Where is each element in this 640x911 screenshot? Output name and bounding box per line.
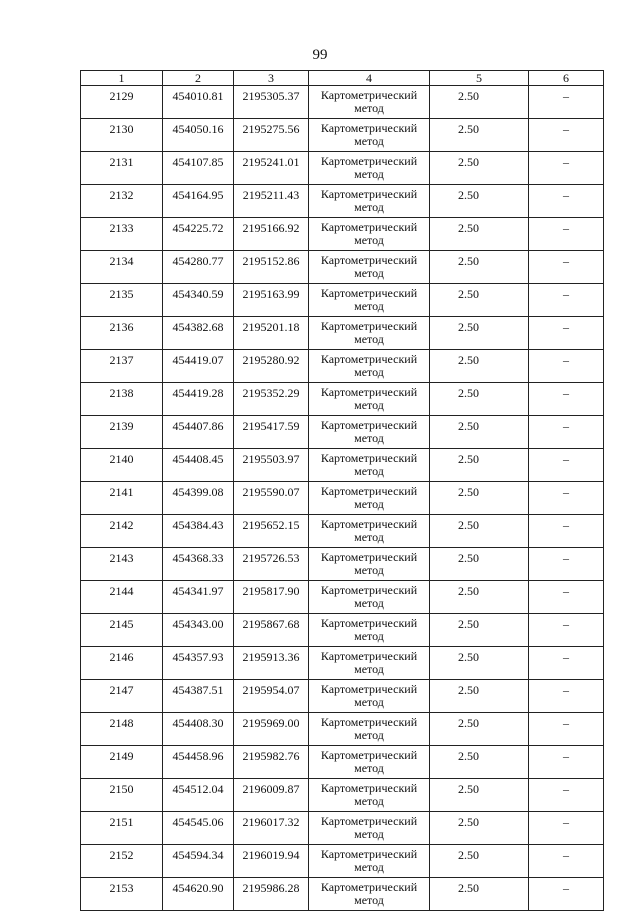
point-number-cell: 2135: [81, 284, 163, 317]
y-coordinate-cell: 2195201.18: [234, 317, 309, 350]
accuracy-cell: 2.50: [430, 647, 529, 680]
page-number: 99: [312, 47, 328, 63]
accuracy-cell: 2.50: [430, 152, 529, 185]
x-coordinate-cell: 454050.16: [163, 119, 234, 152]
table-row: [81, 449, 604, 482]
y-coordinate-cell: 2195867.68: [234, 614, 309, 647]
point-number-cell: 2140: [81, 449, 163, 482]
note-cell: –: [529, 284, 604, 317]
table-row: [81, 680, 604, 713]
column-header: 5: [430, 71, 529, 86]
method-cell: Картометрический метод: [309, 350, 430, 383]
accuracy-cell: 2.50: [430, 548, 529, 581]
method-cell: Картометрический метод: [309, 251, 430, 284]
x-coordinate-cell: 454368.33: [163, 548, 234, 581]
x-coordinate-cell: 454407.86: [163, 416, 234, 449]
y-coordinate-cell: 2195241.01: [234, 152, 309, 185]
method-cell: Картометрический метод: [309, 119, 430, 152]
point-number-cell: 2132: [81, 185, 163, 218]
accuracy-cell: 2.50: [430, 185, 529, 218]
y-coordinate-cell: 2195211.43: [234, 185, 309, 218]
accuracy-cell: 2.50: [430, 680, 529, 713]
y-coordinate-cell: 2195152.86: [234, 251, 309, 284]
table-body: [81, 86, 604, 911]
note-cell: –: [529, 449, 604, 482]
point-number-cell: 2134: [81, 251, 163, 284]
x-coordinate-cell: 454620.90: [163, 878, 234, 911]
column-header: 4: [309, 71, 430, 86]
x-coordinate-cell: 454280.77: [163, 251, 234, 284]
point-number-cell: 2136: [81, 317, 163, 350]
method-cell: Картометрический метод: [309, 317, 430, 350]
accuracy-cell: 2.50: [430, 284, 529, 317]
table-row: [81, 416, 604, 449]
method-cell: Картометрический метод: [309, 218, 430, 251]
method-cell: Картометрический метод: [309, 680, 430, 713]
y-coordinate-cell: 2195166.92: [234, 218, 309, 251]
table-row: [81, 284, 604, 317]
table-row: [81, 647, 604, 680]
note-cell: –: [529, 779, 604, 812]
point-number-cell: 2148: [81, 713, 163, 746]
point-number-cell: 2146: [81, 647, 163, 680]
method-cell: Картометрический метод: [309, 713, 430, 746]
point-number-cell: 2153: [81, 878, 163, 911]
note-cell: –: [529, 548, 604, 581]
x-coordinate-cell: 454594.34: [163, 845, 234, 878]
y-coordinate-cell: 2195305.37: [234, 86, 309, 119]
method-cell: Картометрический метод: [309, 746, 430, 779]
table-row: [81, 779, 604, 812]
x-coordinate-cell: 454387.51: [163, 680, 234, 713]
note-cell: –: [529, 746, 604, 779]
point-number-cell: 2145: [81, 614, 163, 647]
x-coordinate-cell: 454384.43: [163, 515, 234, 548]
y-coordinate-cell: 2195986.28: [234, 878, 309, 911]
method-cell: Картометрический метод: [309, 284, 430, 317]
accuracy-cell: 2.50: [430, 746, 529, 779]
method-cell: Картометрический метод: [309, 416, 430, 449]
point-number-cell: 2139: [81, 416, 163, 449]
note-cell: –: [529, 647, 604, 680]
table-row: [81, 350, 604, 383]
x-coordinate-cell: 454458.96: [163, 746, 234, 779]
table-row: [81, 812, 604, 845]
header-row: [81, 71, 604, 86]
table-row: [81, 185, 604, 218]
method-cell: Картометрический метод: [309, 779, 430, 812]
x-coordinate-cell: 454343.00: [163, 614, 234, 647]
table-row: [81, 317, 604, 350]
accuracy-cell: 2.50: [430, 383, 529, 416]
method-cell: Картометрический метод: [309, 185, 430, 218]
x-coordinate-cell: 454419.28: [163, 383, 234, 416]
point-number-cell: 2144: [81, 581, 163, 614]
point-number-cell: 2152: [81, 845, 163, 878]
y-coordinate-cell: 2195969.00: [234, 713, 309, 746]
y-coordinate-cell: 2195652.15: [234, 515, 309, 548]
y-coordinate-cell: 2195726.53: [234, 548, 309, 581]
y-coordinate-cell: 2196019.94: [234, 845, 309, 878]
y-coordinate-cell: 2195590.07: [234, 482, 309, 515]
method-cell: Картометрический метод: [309, 86, 430, 119]
y-coordinate-cell: 2195417.59: [234, 416, 309, 449]
point-number-cell: 2133: [81, 218, 163, 251]
column-header: 6: [529, 71, 604, 86]
y-coordinate-cell: 2195913.36: [234, 647, 309, 680]
point-number-cell: 2143: [81, 548, 163, 581]
method-cell: Картометрический метод: [309, 647, 430, 680]
table-row: [81, 251, 604, 284]
note-cell: –: [529, 317, 604, 350]
note-cell: –: [529, 581, 604, 614]
table-row: [81, 581, 604, 614]
y-coordinate-cell: 2195982.76: [234, 746, 309, 779]
accuracy-cell: 2.50: [430, 845, 529, 878]
y-coordinate-cell: 2195275.56: [234, 119, 309, 152]
x-coordinate-cell: 454408.30: [163, 713, 234, 746]
column-header: 1: [81, 71, 163, 86]
x-coordinate-cell: 454399.08: [163, 482, 234, 515]
x-coordinate-cell: 454010.81: [163, 86, 234, 119]
accuracy-cell: 2.50: [430, 218, 529, 251]
x-coordinate-cell: 454419.07: [163, 350, 234, 383]
note-cell: –: [529, 680, 604, 713]
table-row: [81, 713, 604, 746]
table-row: [81, 515, 604, 548]
accuracy-cell: 2.50: [430, 614, 529, 647]
table-row: [81, 119, 604, 152]
table-row: [81, 86, 604, 119]
table-row: [81, 218, 604, 251]
note-cell: –: [529, 383, 604, 416]
accuracy-cell: 2.50: [430, 779, 529, 812]
accuracy-cell: 2.50: [430, 317, 529, 350]
y-coordinate-cell: 2196009.87: [234, 779, 309, 812]
note-cell: –: [529, 482, 604, 515]
method-cell: Картометрический метод: [309, 515, 430, 548]
note-cell: –: [529, 350, 604, 383]
y-coordinate-cell: 2195163.99: [234, 284, 309, 317]
method-cell: Картометрический метод: [309, 581, 430, 614]
x-coordinate-cell: 454341.97: [163, 581, 234, 614]
accuracy-cell: 2.50: [430, 251, 529, 284]
accuracy-cell: 2.50: [430, 86, 529, 119]
method-cell: Картометрический метод: [309, 152, 430, 185]
method-cell: Картометрический метод: [309, 383, 430, 416]
accuracy-cell: 2.50: [430, 812, 529, 845]
x-coordinate-cell: 454357.93: [163, 647, 234, 680]
point-number-cell: 2130: [81, 119, 163, 152]
accuracy-cell: 2.50: [430, 713, 529, 746]
note-cell: –: [529, 251, 604, 284]
y-coordinate-cell: 2195280.92: [234, 350, 309, 383]
note-cell: –: [529, 845, 604, 878]
point-number-cell: 2129: [81, 86, 163, 119]
point-number-cell: 2149: [81, 746, 163, 779]
point-number-cell: 2151: [81, 812, 163, 845]
method-cell: Картометрический метод: [309, 482, 430, 515]
point-number-cell: 2150: [81, 779, 163, 812]
accuracy-cell: 2.50: [430, 581, 529, 614]
x-coordinate-cell: 454340.59: [163, 284, 234, 317]
y-coordinate-cell: 2195352.29: [234, 383, 309, 416]
accuracy-cell: 2.50: [430, 449, 529, 482]
accuracy-cell: 2.50: [430, 119, 529, 152]
method-cell: Картометрический метод: [309, 812, 430, 845]
note-cell: –: [529, 812, 604, 845]
column-header: 2: [163, 71, 234, 86]
point-number-cell: 2142: [81, 515, 163, 548]
table-row: [81, 614, 604, 647]
y-coordinate-cell: 2195503.97: [234, 449, 309, 482]
note-cell: –: [529, 878, 604, 911]
x-coordinate-cell: 454225.72: [163, 218, 234, 251]
y-coordinate-cell: 2195954.07: [234, 680, 309, 713]
note-cell: –: [529, 152, 604, 185]
point-number-cell: 2131: [81, 152, 163, 185]
table-row: [81, 845, 604, 878]
method-cell: Картометрический метод: [309, 548, 430, 581]
point-number-cell: 2137: [81, 350, 163, 383]
table-row: [81, 383, 604, 416]
y-coordinate-cell: 2195817.90: [234, 581, 309, 614]
table-row: [81, 482, 604, 515]
point-number-cell: 2141: [81, 482, 163, 515]
note-cell: –: [529, 119, 604, 152]
method-cell: Картометрический метод: [309, 449, 430, 482]
note-cell: –: [529, 218, 604, 251]
point-number-cell: 2147: [81, 680, 163, 713]
x-coordinate-cell: 454164.95: [163, 185, 234, 218]
accuracy-cell: 2.50: [430, 416, 529, 449]
accuracy-cell: 2.50: [430, 482, 529, 515]
accuracy-cell: 2.50: [430, 878, 529, 911]
note-cell: –: [529, 416, 604, 449]
point-number-cell: 2138: [81, 383, 163, 416]
method-cell: Картометрический метод: [309, 845, 430, 878]
x-coordinate-cell: 454107.85: [163, 152, 234, 185]
y-coordinate-cell: 2196017.32: [234, 812, 309, 845]
table-row: [81, 152, 604, 185]
note-cell: –: [529, 614, 604, 647]
table-row: [81, 548, 604, 581]
x-coordinate-cell: 454408.45: [163, 449, 234, 482]
x-coordinate-cell: 454382.68: [163, 317, 234, 350]
x-coordinate-cell: 454512.04: [163, 779, 234, 812]
note-cell: –: [529, 713, 604, 746]
note-cell: –: [529, 515, 604, 548]
table-row: [81, 746, 604, 779]
method-cell: Картометрический метод: [309, 614, 430, 647]
note-cell: –: [529, 86, 604, 119]
column-header: 3: [234, 71, 309, 86]
accuracy-cell: 2.50: [430, 350, 529, 383]
method-cell: Картометрический метод: [309, 878, 430, 911]
coordinates-table: [80, 70, 604, 911]
table-row: [81, 878, 604, 911]
accuracy-cell: 2.50: [430, 515, 529, 548]
x-coordinate-cell: 454545.06: [163, 812, 234, 845]
note-cell: –: [529, 185, 604, 218]
